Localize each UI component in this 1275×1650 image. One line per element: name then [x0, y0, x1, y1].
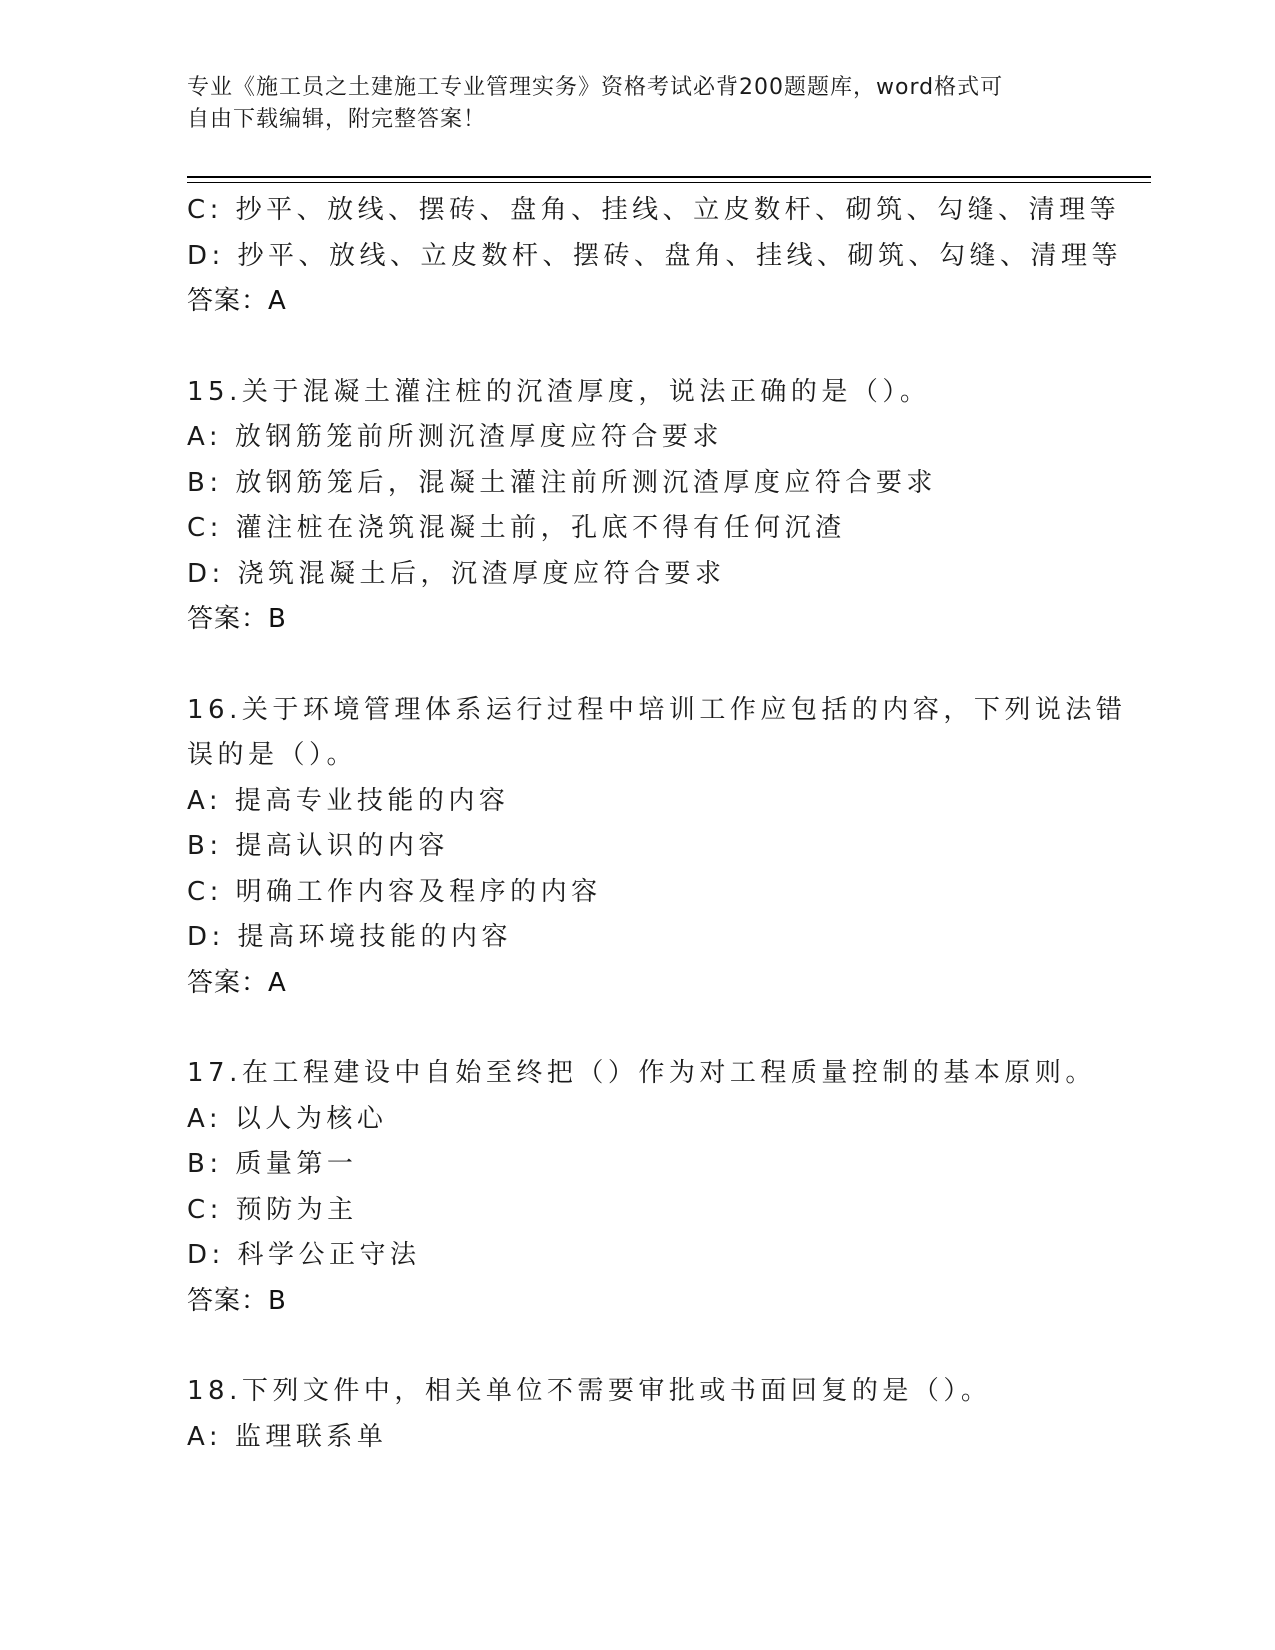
option-a: A: 放钢筋笼前所测沉渣厚度应符合要求 — [187, 422, 723, 452]
option-a: A: 以人为核心 — [187, 1103, 388, 1134]
answer-line: 答案：A — [187, 286, 287, 316]
question-17 — [187, 1051, 1096, 1324]
option-c: C: 预防为主 — [187, 1194, 358, 1225]
answer-line: 答案：B — [187, 1285, 287, 1316]
header-divider-thick — [187, 176, 1151, 178]
question-stem: 15.关于混凝土灌注桩的沉渣厚度，说法正确的是（）。 — [187, 376, 931, 407]
option-b: B: 放钢筋笼后，混凝土灌注前所测沉渣厚度应符合要求 — [187, 467, 937, 498]
option-c: C: 灌注桩在浇筑混凝土前，孔底不得有任何沉渣 — [187, 513, 846, 543]
question-stem-line-2: 误的是（）。 — [187, 740, 358, 770]
answer-line: 答案：B — [187, 604, 287, 634]
question-list — [187, 188, 1127, 1460]
question-18 — [187, 1369, 1087, 1460]
header-title-line-1: 专业《施工员之土建施工专业管理实务》资格考试必背200题题库，word格式可 — [187, 75, 1004, 100]
question-stem: 17.在工程建设中自始至终把（）作为对工程质量控制的基本原则。 — [187, 1058, 1096, 1088]
question-15 — [187, 370, 1087, 643]
answer-line: 答案：A — [187, 967, 287, 998]
document-header — [187, 72, 1067, 136]
header-title-line-2: 自由下载编辑，附完整答案！ — [187, 107, 487, 132]
option-d: D: 浇筑混凝土后，沉渣厚度应符合要求 — [187, 558, 726, 589]
option-a: A: 提高专业技能的内容 — [187, 785, 510, 816]
option-b: B: 提高认识的内容 — [187, 831, 449, 861]
question-14-continued — [187, 188, 1123, 325]
option-a: A: 监理联系单 — [187, 1421, 388, 1452]
option-c: C: 明确工作内容及程序的内容 — [187, 876, 602, 907]
option-d: D: 提高环境技能的内容 — [187, 922, 513, 952]
header-divider-thin — [187, 182, 1151, 183]
question-stem-line-1: 16.关于环境管理体系运行过程中培训工作应包括的内容，下列说法错 — [187, 694, 1127, 725]
option-b: B: 质量第一 — [187, 1149, 358, 1179]
option-d: D: 抄平、放线、立皮数杆、摆砖、盘角、挂线、砌筑、勾缝、清理等 — [187, 240, 1123, 271]
question-16 — [187, 688, 1127, 1007]
option-c: C: 抄平、放线、摆砖、盘角、挂线、立皮数杆、砌筑、勾缝、清理等 — [187, 195, 1121, 225]
question-stem: 18.下列文件中，相关单位不需要审批或书面回复的是（）。 — [187, 1376, 992, 1406]
option-d: D: 科学公正守法 — [187, 1240, 421, 1270]
